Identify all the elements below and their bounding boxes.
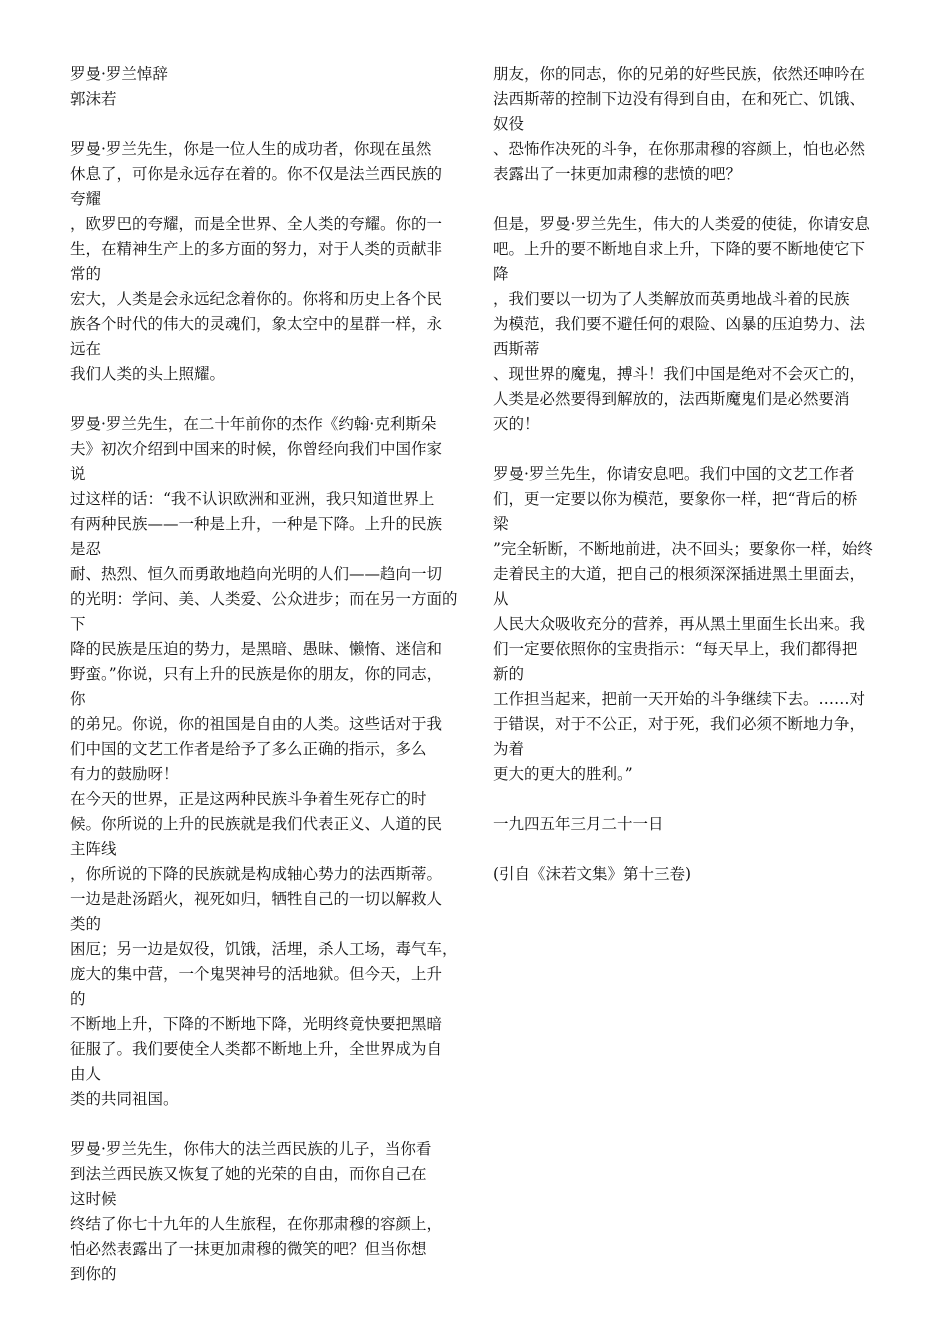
right-column-line: 吧。上升的要不断地自求上升，下降的要不断地使它下: [493, 240, 866, 258]
left-column-line: 这时候: [70, 1190, 117, 1208]
right-column-line: 西斯蒂: [493, 340, 540, 358]
right-column-line: 奴役: [493, 115, 525, 133]
right-column-line: [493, 437, 893, 462]
right-text-column: [493, 62, 893, 887]
left-column-line: 的弟兄。你说，你的祖国是自由的人类。这些话对于我: [70, 715, 443, 733]
right-column-line: 一九四五年三月二十一日: [493, 815, 664, 833]
left-column-line: 的: [70, 990, 86, 1008]
left-column-line: 族各个时代的伟大的灵魂们，象太空中的星群一样，永: [70, 315, 443, 333]
left-column-line: [70, 1112, 470, 1137]
left-column-line: 休息了，可你是永远存在着的。你不仅是法兰西民族的: [70, 165, 443, 183]
left-column-line: 宏大，人类是会永远纪念着你的。你将和历史上各个民: [70, 290, 443, 308]
left-text-column: [70, 62, 470, 1287]
right-column-line: [493, 787, 893, 812]
left-column-line: 罗曼·罗兰先生，在二十年前你的杰作《约翰·克利斯朵: [70, 415, 437, 433]
left-column-line: 郭沫若: [70, 90, 117, 108]
left-column-line: 有力的鼓励呀！: [70, 765, 179, 783]
left-column-line: [70, 387, 470, 412]
right-column-line: [493, 837, 893, 862]
right-column-line: 们一定要依照你的宝贵指示：“每天早上，我们都得把: [493, 640, 858, 658]
right-column-line: 更大的更大的胜利。”: [493, 765, 633, 783]
right-column-line: 新的: [493, 665, 525, 683]
left-column-line: 困厄；另一边是奴役，饥饿，活埋，杀人工场，毒气车，: [70, 940, 458, 958]
left-column-line: 耐、热烈、恒久而勇敢地趋向光明的人们——趋向一切: [70, 565, 443, 583]
left-column-line: 到法兰西民族又恢复了她的光荣的自由，而你自己在: [70, 1165, 427, 1183]
left-column-line: 夫》初次介绍到中国来的时候，你曾经向我们中国作家: [70, 440, 443, 458]
left-column-line: 说: [70, 465, 86, 483]
left-column-line: 生，在精神生产上的多方面的努力，对于人类的贡献非: [70, 240, 443, 258]
right-column-line: [493, 187, 893, 212]
right-column-line: ”完全斩断，不断地前进，决不回头；要象你一样，始终: [493, 540, 873, 558]
right-column-line: 从: [493, 590, 509, 608]
left-column-line: 夸耀: [70, 190, 102, 208]
right-column-line: 梁: [493, 515, 509, 533]
left-column-line: 终结了你七十九年的人生旅程，在你那肃穆的容颜上，: [70, 1215, 443, 1233]
left-column-line: 们中国的文艺工作者是给予了多么正确的指示，多么: [70, 740, 427, 758]
left-column-line: 类的共同祖国。: [70, 1090, 179, 1108]
left-column-line: 征服了。我们要使全人类都不断地上升，全世界成为自: [70, 1040, 443, 1058]
left-column-line: 庞大的集中营，一个鬼哭神号的活地狱。但今天，上升: [70, 965, 443, 983]
left-column-line: 罗曼·罗兰先生，你伟大的法兰西民族的儿子，当你看: [70, 1140, 432, 1158]
left-column-line: 远在: [70, 340, 102, 358]
right-column-line: 降: [493, 265, 509, 283]
left-column-line: ，欧罗巴的夸耀，而是全世界、全人类的夸耀。你的一: [70, 215, 443, 233]
right-column-line: 人民大众吸收充分的营养，再从黑土里面生长出来。我: [493, 615, 866, 633]
left-column-line: 我们人类的头上照耀。: [70, 365, 226, 383]
left-column-line: 类的: [70, 915, 102, 933]
right-column-line: ，我们要以一切为了人类解放而英勇地战斗着的民族: [493, 290, 850, 308]
left-column-line: 罗曼·罗兰先生，你是一位人生的成功者，你现在虽然: [70, 140, 432, 158]
left-column-line: [70, 112, 470, 137]
right-column-line: 们，更一定要以你为模范，要象你一样，把“背后的桥: [493, 490, 858, 508]
left-column-line: ，你所说的下降的民族就是构成轴心势力的法西斯蒂。: [70, 865, 443, 883]
right-column-line: 为着: [493, 740, 525, 758]
left-column-line: 过这样的话：“我不认识欧洲和亚洲，我只知道世界上: [70, 490, 435, 508]
left-column-line: 到你的: [70, 1265, 117, 1283]
right-column-line: 、现世界的魔鬼，搏斗！我们中国是绝对不会灭亡的，: [493, 365, 866, 383]
right-column-line: 走着民主的大道，把自己的根须深深插进黑土里面去，: [493, 565, 866, 583]
left-column-line: 有两种民族——一种是上升，一种是下降。上升的民族: [70, 515, 443, 533]
right-column-line: 、恐怖作决死的斗争，在你那肃穆的容颜上，怕也必然: [493, 140, 866, 158]
left-column-line: 怕必然表露出了一抹更加肃穆的微笑的吧？但当你想: [70, 1240, 427, 1258]
right-column-line: 表露出了一抹更加肃穆的悲愤的吧？: [493, 165, 742, 183]
right-column-line: 灭的！: [493, 415, 540, 433]
left-column-line: 降的民族是压迫的势力，是黑暗、愚昧、懒惰、迷信和: [70, 640, 443, 658]
right-column-line: 工作担当起来，把前一天开始的斗争继续下去。……对: [493, 690, 866, 708]
right-column-line: 法西斯蒂的控制下边没有得到自由，在和死亡、饥饿、: [493, 90, 866, 108]
right-column-line: 但是，罗曼·罗兰先生，伟大的人类爱的使徒，你请安息: [493, 215, 870, 233]
left-column-line: 你: [70, 690, 86, 708]
left-column-line: 是忍: [70, 540, 102, 558]
left-column-line: 罗曼·罗兰悼辞: [70, 65, 168, 83]
left-column-line: 常的: [70, 265, 102, 283]
right-column-line: 朋友，你的同志，你的兄弟的好些民族，依然还呻吟在: [493, 65, 866, 83]
left-column-line: 的光明：学问、美、人类爱、公众进步；而在另一方面的: [70, 590, 458, 608]
right-column-line: 人类是必然要得到解放的，法西斯魔鬼们是必然要消: [493, 390, 850, 408]
left-column-line: 野蛮。”你说，只有上升的民族是你的朋友，你的同志，: [70, 665, 443, 683]
right-column-line: 罗曼·罗兰先生，你请安息吧。我们中国的文艺工作者: [493, 465, 855, 483]
right-column-line: 为模范，我们要不避任何的艰险、凶暴的压迫势力、法: [493, 315, 866, 333]
left-column-line: 候。你所说的上升的民族就是我们代表正义、人道的民: [70, 815, 443, 833]
right-column-line: (引自《沫若文集》第十三卷): [493, 865, 692, 883]
left-column-line: 下: [70, 615, 86, 633]
left-column-line: 主阵线: [70, 840, 117, 858]
left-column-line: 由人: [70, 1065, 102, 1083]
left-column-line: 不断地上升，下降的不断地下降，光明终竟快要把黑暗: [70, 1015, 443, 1033]
right-column-line: 于错误，对于不公正，对于死，我们必须不断地力争，: [493, 715, 866, 733]
left-column-line: 在今天的世界，正是这两种民族斗争着生死存亡的时: [70, 790, 427, 808]
left-column-line: 一边是赴汤蹈火，视死如归，牺牲自己的一切以解救人: [70, 890, 443, 908]
